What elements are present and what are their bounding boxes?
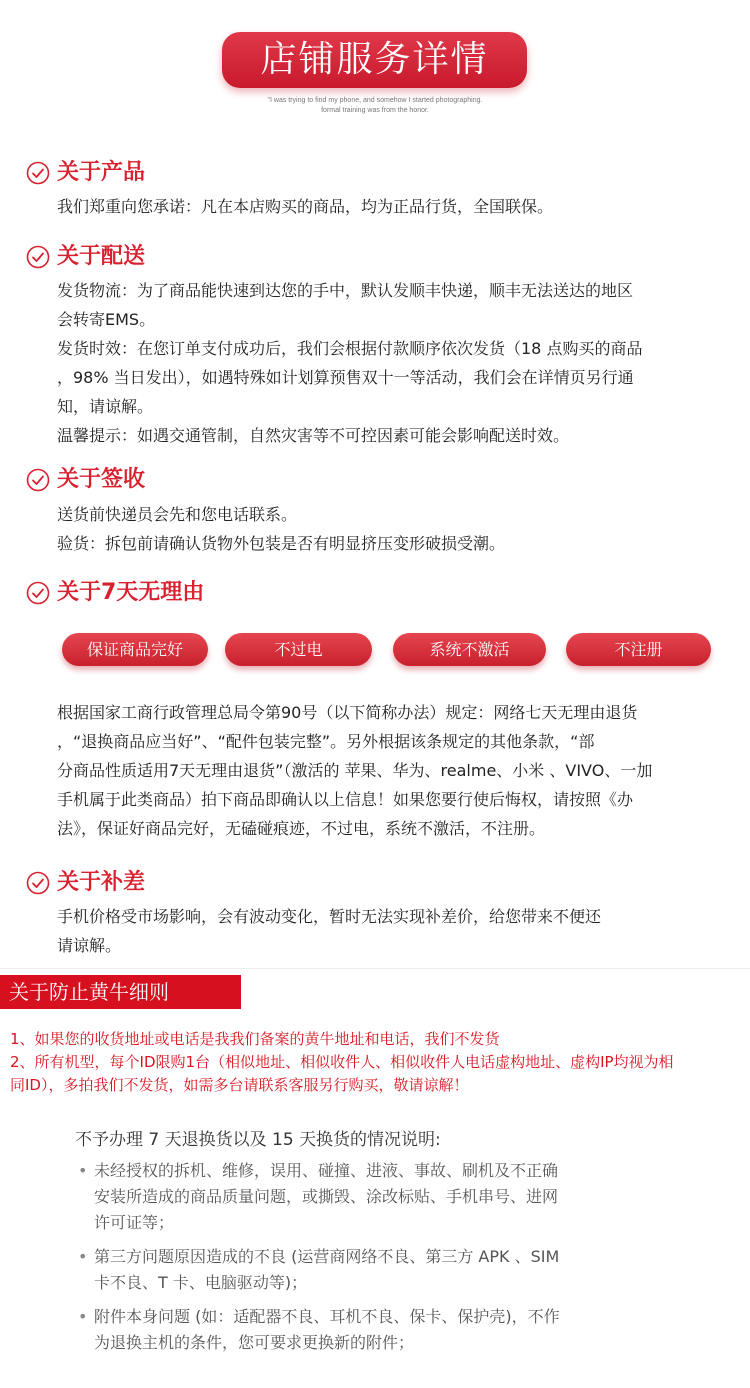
text-line: 第三方问题原因造成的不良 (运营商网络不良、第三方 APK 、SIM: [94, 1247, 560, 1266]
check-circle-icon: [26, 871, 50, 895]
text-line: 温馨提示：如遇交通管制，自然灾害等不可控因素可能会影响配送时效。: [57, 426, 570, 445]
section-body-price: [57, 902, 727, 960]
text-line: 2、所有机型，每个ID限购1台（相似地址、相似收件人、相似收件人电话虚构地址、虚构IP均视为相: [10, 1053, 674, 1071]
list-item: [78, 1158, 638, 1236]
pill-intact-goods: 保证商品完好: [62, 633, 208, 666]
text-line: 同ID），多拍我们不发货，如需多台请联系客服另行购买，敬请谅解！: [10, 1076, 469, 1094]
text-line: 请谅解。: [57, 936, 122, 955]
check-circle-icon: [26, 245, 50, 269]
text-line: 知，请谅解。: [57, 397, 154, 416]
bullet-icon: •: [78, 1247, 88, 1266]
banner-subtitle-line: "I was trying to find my phone, and somehow I started photographing.: [267, 97, 483, 104]
text-line: 附件本身问题 (如：适配器不良、耳机不良、保卡、保护壳)，不作: [94, 1307, 560, 1326]
bullet-icon: •: [78, 1307, 88, 1326]
check-circle-icon: [26, 161, 50, 185]
text-line: 卡不良、T 卡、电脑驱动等)；: [94, 1273, 308, 1292]
banner-subtitle-line: formal training was from the honor.: [321, 107, 429, 114]
section-body-product: [57, 192, 727, 221]
text-line: 根据国家工商行政管理总局令第90号（以下简称办法）规定：网络七天无理由退货: [57, 703, 638, 722]
text-line: 安装所造成的商品质量问题，或撕毁、涂改标贴、手机串号、进网: [94, 1187, 559, 1206]
page-banner: 店铺服务详情: [222, 32, 527, 88]
check-circle-icon: [26, 468, 50, 492]
section-title-text: 关于签收: [57, 467, 146, 492]
text-line: 发货物流：为了商品能快速到达您的手中，默认发顺丰快递，顺丰无法送达的地区: [57, 281, 634, 300]
text-line: 手机价格受市场影响，会有波动变化，暂时无法实现补差价，给您带来不便还: [57, 907, 602, 926]
text-line: 验货：拆包前请确认货物外包装是否有明显挤压变形破损受潮。: [57, 534, 506, 553]
scalper-rules-notes: [10, 1028, 740, 1097]
section-title-text: 关于产品: [57, 160, 146, 185]
text-line: ，“退换商品应当好”、“配件包装完整”。另外根据该条规定的其他条款，“部: [57, 732, 595, 751]
exceptions-list: [78, 1158, 638, 1364]
text-line: 发货时效：在您订单支付成功后，我们会根据付款顺序依次发货（18 点购买的商品: [57, 339, 643, 358]
text-line: 分商品性质适用7天无理由退货”（激活的 苹果、华为、realme、小米 、VIVO、一加: [57, 761, 653, 780]
text-line: 我们郑重向您承诺：凡在本店购买的商品，均为正品行货，全国联保。: [57, 197, 554, 216]
banner-subtitle: [200, 96, 550, 116]
section-body-delivery: [57, 276, 727, 450]
exceptions-title: 不予办理 7 天退换货以及 15 天换货的情况说明:: [75, 1130, 441, 1150]
text-line: 手机属于此类商品）拍下商品即确认以上信息！如果您要行使后悔权，请按照《办: [57, 790, 634, 809]
text-line: 1、如果您的收货地址或电话是我我们备案的黄牛地址和电话，我们不发货: [10, 1030, 500, 1048]
section-title-return7: [26, 578, 204, 608]
section-body-return7: [57, 698, 727, 843]
pill-no-power: 不过电: [225, 633, 372, 666]
text-line: 法》，保证好商品完好，无磕碰痕迹，不过电，系统不激活，不注册。: [57, 819, 546, 838]
section-title-product: [26, 158, 145, 188]
bullet-icon: •: [78, 1161, 88, 1180]
section-title-price: [26, 868, 145, 898]
divider: [0, 968, 750, 969]
list-item: [78, 1244, 638, 1296]
section-title-receipt: [26, 465, 145, 495]
section-title-text: 关于配送: [57, 244, 146, 269]
pill-not-registered: 不注册: [566, 633, 711, 666]
text-line: 为退换主机的条件，您可要求更换新的附件；: [94, 1333, 415, 1352]
text-line: 会转寄EMS。: [57, 310, 156, 329]
text-line: 送货前快递员会先和您电话联系。: [57, 505, 298, 524]
list-item: [78, 1304, 638, 1356]
scalper-rules-header: 关于防止黄牛细则: [0, 975, 241, 1009]
section-title-delivery: [26, 242, 145, 272]
check-circle-icon: [26, 581, 50, 605]
pill-not-activated: 系统不激活: [393, 633, 546, 666]
section-title-text: 关于7天无理由: [57, 580, 205, 605]
section-body-receipt: [57, 500, 727, 558]
text-line: 未经授权的拆机、维修，误用、碰撞、进液、事故、刷机及不正确: [94, 1161, 559, 1180]
section-title-text: 关于补差: [57, 870, 146, 895]
text-line: ，98% 当日发出），如遇特殊如计划算预售双十一等活动，我们会在详情页另行通: [57, 368, 634, 387]
text-line: 许可证等；: [94, 1213, 175, 1232]
